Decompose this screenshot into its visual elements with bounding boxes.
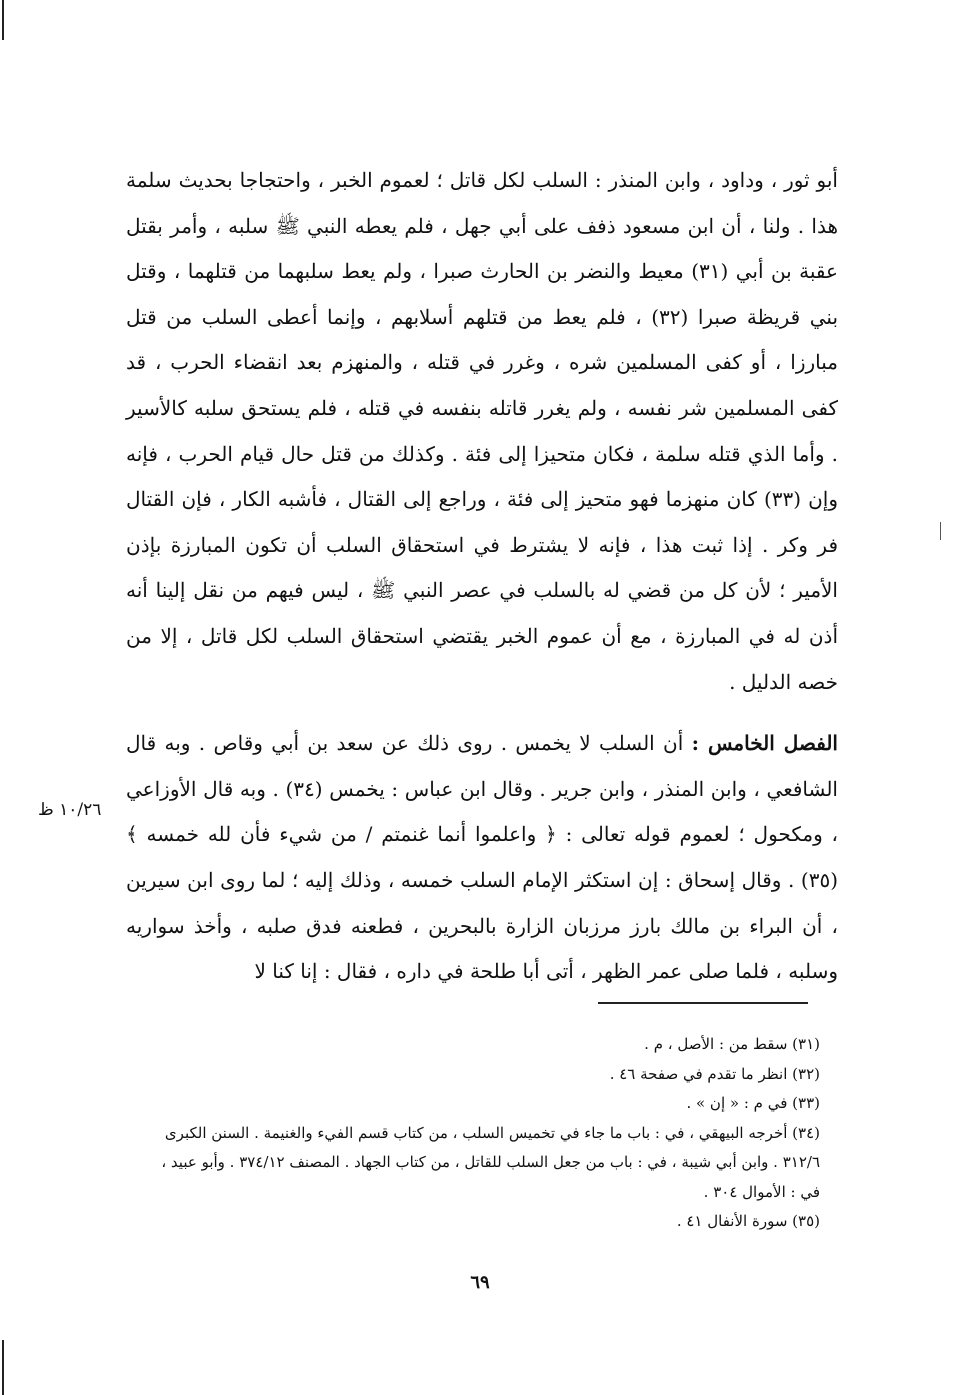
- paragraph-2: [126, 721, 838, 995]
- footnote-32: (٣٢) انظر ما تقدم في صفحة ٤٦ .: [609, 1064, 820, 1083]
- footnotes: [140, 1030, 820, 1237]
- manuscript-folio-note: ١٠/٢٦ ظ: [38, 800, 102, 820]
- scan-stray-mark: [940, 522, 941, 540]
- footnote-35: (٣٥) سورة الأنفال ٤١ .: [676, 1212, 820, 1230]
- footnote-separator: [598, 1002, 808, 1004]
- main-text: [126, 158, 838, 995]
- footnote-34: (٣٤) أخرجه البيهقي ، في : باب ما جاء في تخميس السلب ، من كتاب قسم الفيء والغنيمة . السنن الكبرى ٣١٢/٦ . وابن أبي شيبة ، في : باب من جعل السلب للقاتل ، من كتاب الجهاد . المصنف ٣٧٤/١٢ . وأبو عبيد ، في : الأموال ٣٠٤ .: [161, 1123, 820, 1201]
- paragraph-2-body: أن السلب لا يخمس . روى ذلك عن سعد بن أبي وقاص . وبه قال الشافعي ، وابن المنذر ، وابن جرير . وقال ابن عباس : يخمس (٣٤) . وبه قال الأوزاعي ، ومكحول ؛ لعموم قوله تعالى : ﴿ واعلموا أنما غنمتم / من شيء فأن لله خمسه ﴾ (٣٥) . وقال إسحاق : إن استكثر الإمام السلب خمسه ، وذلك إليه ؛ لما روى ابن سيرين ، أن البراء بن مالك بارز مرزبان الزارة بالبحرين ، فطعنه فدق صلبه ، وأخذ سواريه وسلبه ، فلما صلى عمر الظهر ، أتى أبا طلحة في داره ، فقال : إنا كنا لا: [126, 731, 838, 984]
- footnote-33: (٣٣) في م : « إن » .: [686, 1094, 820, 1112]
- section-heading: الفصل الخامس :: [691, 731, 838, 756]
- paragraph-1: أبو ثور ، وداود ، وابن المنذر : السلب لكل قاتل ؛ لعموم الخبر ، واحتجاجا بحديث سلمة هذا . ولنا ، أن ابن مسعود ذفف على أبي جهل ، فلم يعطه النبي ﷺ سلبه ، وأمر بقتل عقبة بن أبي (٣١) معيط والنضر بن الحارث صبرا ، ولم يعط سلبهما من قتلهما ، وقتل بني قريظة صبرا (٣٢) ، فلم يعط من قتلهم أسلابهم ، وإنما أعطى السلب من قتل مبارزا ، أو كفى المسلمين شره ، وغرر في قتله ، والمنهزم بعد انقضاء الحرب ، قد كفى المسلمين شر نفسه ، ولم يغرر قاتله بنفسه في قتله ، فلم يستحق سلبه كالأسير . وأما الذي قتله سلمة ، فكان متحيزا إلى فئة . وكذلك من قتل حال قيام الحرب ، فإنه وإن (٣٣) كان منهزما فهو متحيز إلى فئة ، وراجع إلى القتال ، فأشبه الكار ، فإن القتال فر وكر . إذا ثبت هذا ، فإنه لا يشترط في استحقاق السلب أن تكون المبارزة بإذن الأمير ؛ لأن كل من قضي له بالسلب في عصر النبي ﷺ ، ليس فيهم من نقل إلينا أنه أذن له في المبارزة ، مع أن عموم الخبر يقتضي استحقاق السلب لكل قاتل ، إلا من خصه الدليل .: [126, 168, 839, 694]
- page-number: ٦٩: [470, 1272, 490, 1293]
- scan-edge-mark-bottom: [2, 1340, 4, 1395]
- footnote-31: (٣١) سقط من : الأصل ، م .: [644, 1035, 820, 1053]
- scan-edge-mark-top: [2, 0, 4, 40]
